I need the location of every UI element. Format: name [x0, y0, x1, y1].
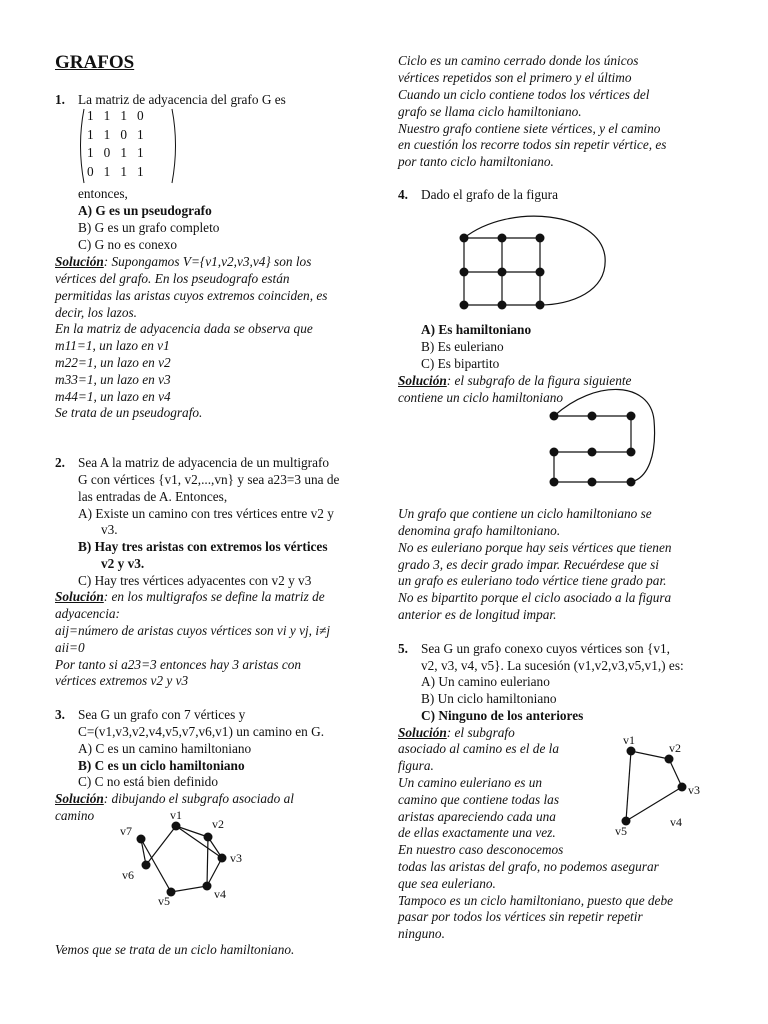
- q1-adjacency-matrix: [82, 107, 149, 181]
- matrix-cell: 1: [87, 108, 94, 123]
- q1-option-c: C) G no es conexo: [78, 237, 177, 252]
- q4-sub-vertex: [550, 412, 559, 421]
- q2-solution-line: Solución: en los multigrafos se define la matriz de: [55, 589, 325, 604]
- matrix-cell: 1: [103, 108, 111, 123]
- matrix-cell: 1: [136, 163, 144, 179]
- q2-option-a-cont: v3.: [101, 522, 118, 537]
- q4-sub-vertex: [588, 412, 597, 421]
- q3-option-a: A) C es un camino hamiltoniano: [78, 741, 252, 756]
- q1-solution-line: m44=1, un lazo en v4: [55, 389, 171, 404]
- q2-stem-line: G con vértices {v1, v2,...,vn} y sea a23=3 una de: [78, 472, 340, 487]
- q4-vertex: [498, 301, 507, 310]
- q3-stem-line: Sea G un grafo con 7 vértices y: [78, 707, 246, 722]
- q4-solution-line: Solución: el subgrafo de la figura siguiente: [398, 373, 632, 388]
- q2-option-a: A) Existe un camino con tres vértices entre v2 y: [78, 506, 334, 521]
- q4-after-line: un grafo es euleriano todo vértice tiene grado par.: [398, 573, 667, 588]
- q4-sub-vertex: [588, 448, 597, 457]
- q3-label-v4: v4: [214, 887, 226, 901]
- q4-after-line: grado 3, es decir grado impar. Recuérdese que si: [398, 557, 659, 572]
- q5-solution-label: Solución: [398, 725, 447, 740]
- q5-solution-line: pasar por todos los vértices sin repetir repetir: [398, 909, 643, 924]
- q1-solution-line: m33=1, un lazo en v3: [55, 372, 171, 387]
- q3-solution-line: Solución: dibujando el subgrafo asociado al: [55, 791, 294, 806]
- q5-solution-line: camino que contiene todas las: [398, 792, 560, 807]
- q4-after-line: anterior es de longitud impar.: [398, 607, 557, 622]
- q5-stem-line: v2, v3, v4, v5}. La sucesión (v1,v2,v3,v5,v1,) es:: [421, 658, 684, 673]
- q4-after-line: No es bipartito porque el ciclo asociado a la figura: [398, 590, 672, 605]
- q2-option-b: B) Hay tres aristas con extremos los vértices: [78, 539, 328, 554]
- matrix-cell: 0: [103, 145, 111, 160]
- q5-path-graph: [605, 732, 720, 842]
- q3-vertex-v3: [218, 854, 227, 863]
- q5-label-v5: v5: [615, 824, 627, 838]
- q3-right-line: en cuestión los recorre todos sin repetir vértice, es: [398, 137, 667, 152]
- q5-solution-line: En nuestro caso desconocemos: [398, 842, 564, 857]
- q5-vertex-v2: [665, 755, 674, 764]
- matrix-cell: 0: [87, 163, 94, 179]
- q3-vertex-v2: [204, 833, 213, 842]
- q3-label-v1: v1: [170, 808, 182, 822]
- q4-after-line: Un grafo que contiene un ciclo hamiltoniano se: [398, 506, 652, 521]
- q5-label-v1: v1: [623, 733, 635, 747]
- q3-vertex-v1: [172, 822, 181, 831]
- q5-solution-line: ninguno.: [398, 926, 445, 941]
- q4-number: 4.: [398, 187, 408, 202]
- q1-solution-line: m11=1, un lazo en v1: [55, 338, 170, 353]
- q5-vertex-v3: [678, 783, 687, 792]
- q4-vertex: [498, 268, 507, 277]
- q3-option-c: C) C no está bien definido: [78, 774, 218, 789]
- q4-after-line: denomina grafo hamiltoniano.: [398, 523, 561, 538]
- q2-option-b-cont: v2 y v3.: [101, 556, 145, 571]
- q4-vertex: [536, 234, 545, 243]
- q3-right-line: grafo se llama ciclo hamiltoniano.: [398, 104, 582, 119]
- q2-number: 2.: [55, 455, 65, 470]
- matrix-cell: 1: [120, 163, 127, 179]
- q3-cycle-graph: [110, 805, 260, 915]
- q4-vertex: [460, 268, 469, 277]
- q5-option-c: C) Ninguno de los anteriores: [421, 708, 584, 723]
- q3-vertex-v6: [142, 861, 151, 870]
- q2-solution-line: aii=0: [55, 640, 85, 655]
- q5-solution-line: Tampoco es un ciclo hamiltoniano, puesto que debe: [398, 893, 674, 908]
- q2-solution-line: vértices extremos v2 y v3: [55, 673, 189, 688]
- q1-solution-line: En la matriz de adyacencia dada se observa que: [55, 321, 313, 336]
- q3-right-line: Ciclo es un camino cerrado donde los únicos: [398, 53, 639, 68]
- matrix-cell: 1: [136, 145, 144, 160]
- q1-option-a: A) G es un pseudografo: [78, 203, 212, 218]
- q3-option-b: B) C es un ciclo hamiltoniano: [78, 758, 245, 773]
- q2-solution-label: Solución: [55, 589, 104, 604]
- q2-stem-line: Sea A la matriz de adyacencia de un multigrafo: [78, 455, 330, 470]
- matrix-cell: 1: [120, 145, 127, 160]
- q2-option-c: C) Hay tres vértices adyacentes con v2 y v3: [78, 573, 312, 588]
- q2-solution-line: adyacencia:: [55, 606, 120, 621]
- q4-solution-line: contiene un ciclo hamiltoniano: [398, 390, 564, 405]
- q4-solution-label: Solución: [398, 373, 447, 388]
- q3-label-v6: v6: [122, 868, 134, 882]
- q1-solution-line: permitidas las aristas cuyos extremos coinciden, es: [55, 288, 328, 303]
- q4-vertex: [460, 301, 469, 310]
- q5-label-v3: v3: [688, 783, 700, 797]
- q4-after-line: No es euleriano porque hay seis vértices que tienen: [398, 540, 672, 555]
- q4-grid-graph: [450, 212, 620, 317]
- q5-stem-line: Sea G un grafo conexo cuyos vértices son {v1,: [421, 641, 670, 656]
- q4-vertex: [460, 234, 469, 243]
- q4-sub-vertex: [550, 448, 559, 457]
- q2-stem-line: las entradas de A. Entonces,: [78, 489, 228, 504]
- q5-solution-line: aristas apareciendo cada una: [398, 809, 556, 824]
- q5-label-v4: v4: [670, 815, 682, 829]
- q5-solution-line: Un camino euleriano es un: [398, 775, 543, 790]
- q5-solution-line: figura.: [398, 758, 434, 773]
- q5-solution-line: asociado al camino es el de la: [398, 741, 560, 756]
- q3-right-line: vértices repetidos son el primero y el último: [398, 70, 632, 85]
- q2-solution-line: aij=número de aristas cuyos vértices son vi y vj, i≠j: [55, 623, 331, 638]
- q3-right-line: Cuando un ciclo contiene todos los vértices del: [398, 87, 650, 102]
- q1-stem: La matriz de adyacencia del grafo G es: [78, 92, 286, 107]
- q3-label-v5: v5: [158, 894, 170, 908]
- q3-right-line: Nuestro grafo contiene siete vértices, y el camino: [398, 121, 661, 136]
- q3-vertex-v7: [137, 835, 146, 844]
- q3-label-v7: v7: [120, 824, 132, 838]
- q4-option-a: A) Es hamiltoniano: [421, 322, 532, 337]
- q1-solution-line: vértices del grafo. En los pseudografo están: [55, 271, 290, 286]
- q1-after: entonces,: [78, 186, 128, 201]
- q1-solution-line: m22=1, un lazo en v2: [55, 355, 171, 370]
- q3-solution-label: Solución: [55, 791, 104, 806]
- matrix-cell: 1: [103, 163, 111, 179]
- q3-solution-line: camino: [55, 808, 95, 823]
- q4-sub-vertex: [627, 478, 636, 487]
- q1-solution-label: Solución: [55, 254, 104, 269]
- q4-sub-vertex: [627, 412, 636, 421]
- q1-solution-line: Solución: Supongamos V={v1,v2,v3,v4} son los: [55, 254, 312, 269]
- q4-stem: Dado el grafo de la figura: [421, 187, 558, 202]
- q1-solution-line: decir, los lazos.: [55, 305, 138, 320]
- matrix-cell: 0: [120, 126, 127, 142]
- q2-solution-line: Por tanto si a23=3 entonces hay 3 aristas con: [55, 657, 302, 672]
- page-title: GRAFOS: [55, 52, 135, 73]
- q3-right-line: por tanto ciclo hamiltoniano.: [398, 154, 554, 169]
- q5-solution-line: todas las aristas del grafo, no podemos asegurar: [398, 859, 659, 874]
- q1-option-b: B) G es un grafo completo: [78, 220, 220, 235]
- matrix-cell: 0: [136, 108, 144, 123]
- q1-solution-line: Se trata de un pseudografo.: [55, 405, 203, 420]
- q3-number: 3.: [55, 707, 65, 722]
- q5-option-a: A) Un camino euleriano: [421, 674, 550, 689]
- q4-hamiltonian-subgraph: [540, 385, 665, 490]
- matrix-cell: 1: [87, 145, 94, 160]
- q1-number: 1.: [55, 92, 65, 107]
- q5-solution-line: Solución: el subgrafo: [398, 725, 515, 740]
- q4-option-b: B) Es euleriano: [421, 339, 504, 354]
- q4-sub-vertex: [627, 448, 636, 457]
- q3-label-v3: v3: [230, 851, 242, 865]
- matrix-cell: 1: [136, 126, 144, 142]
- q3-vertex-v4: [203, 882, 212, 891]
- matrix-cell: 1: [103, 126, 111, 142]
- q5-solution-line: que sea euleriano.: [398, 876, 496, 891]
- q5-solution-line: de ellas exactamente una vez.: [398, 825, 556, 840]
- q3-label-v2: v2: [212, 817, 224, 831]
- q5-vertex-v1: [627, 747, 636, 756]
- q4-sub-vertex: [588, 478, 597, 487]
- q5-label-v2: v2: [669, 741, 681, 755]
- matrix-cell: 1: [120, 108, 127, 123]
- q4-vertex: [498, 234, 507, 243]
- q4-vertex: [536, 268, 545, 277]
- matrix-cell: 1: [87, 126, 94, 142]
- q3-conclusion: Vemos que se trata de un ciclo hamiltoniano.: [55, 942, 295, 957]
- q4-option-c: C) Es bipartito: [421, 356, 500, 371]
- q4-sub-vertex: [550, 478, 559, 487]
- q5-number: 5.: [398, 641, 408, 656]
- q4-vertex: [536, 301, 545, 310]
- q5-option-b: B) Un ciclo hamiltoniano: [421, 691, 557, 706]
- q3-stem-line: C=(v1,v3,v2,v4,v5,v7,v6,v1) un camino en G.: [78, 724, 325, 739]
